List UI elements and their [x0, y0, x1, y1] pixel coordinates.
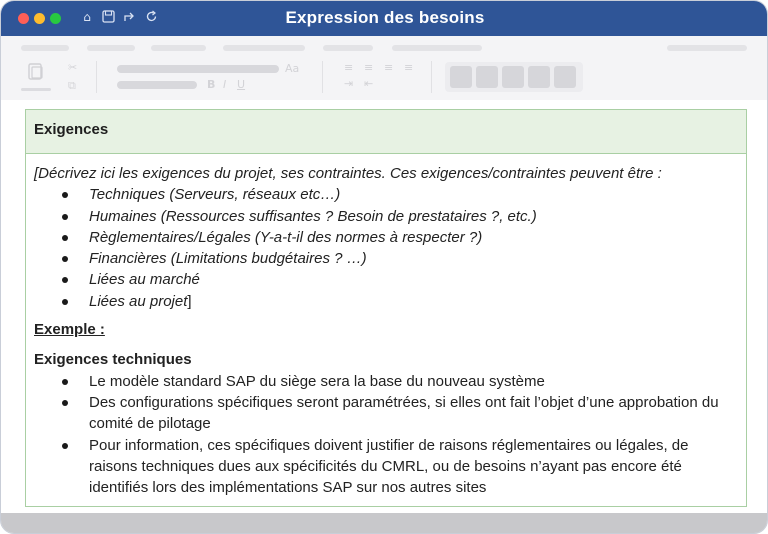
- paste-label-placeholder: [21, 88, 51, 91]
- list-item: Financières (Limitations budgétaires ? …): [89, 248, 738, 269]
- font-size-glyph[interactable]: Aa: [285, 62, 300, 75]
- ribbon-tab-placeholder[interactable]: [667, 45, 747, 51]
- ribbon-separator: [322, 61, 323, 93]
- cut-icon[interactable]: ✂: [68, 61, 78, 74]
- style-swatch[interactable]: [528, 66, 550, 88]
- paste-icon[interactable]: [27, 61, 45, 86]
- requirements-table: [25, 109, 747, 507]
- closing-bracket: ]: [187, 292, 192, 310]
- ribbon-separator: [96, 61, 97, 93]
- title-bar: [1, 1, 768, 36]
- bold-button[interactable]: B: [207, 78, 216, 91]
- italic-button[interactable]: I: [223, 78, 227, 91]
- align-right-icon[interactable]: ≡: [384, 61, 394, 74]
- example-label: Exemple :: [34, 321, 105, 339]
- copy-icon[interactable]: ⧉: [68, 79, 76, 92]
- list-item: Liées au marché: [89, 269, 738, 290]
- requirements-list: [34, 371, 738, 499]
- table-header: Exigences: [26, 110, 746, 154]
- style-swatch[interactable]: [450, 66, 472, 88]
- list-item: Humaines (Ressources suffisantes ? Besoin de prestataires ?, etc.): [89, 206, 738, 227]
- list-item: [89, 291, 738, 312]
- align-center-icon[interactable]: ≡: [364, 61, 374, 74]
- indent-icon[interactable]: ⇥: [344, 77, 354, 90]
- table-body[interactable]: [26, 154, 746, 498]
- ribbon-tab-placeholder[interactable]: [392, 45, 482, 51]
- list-item: Techniques (Serveurs, réseaux etc…): [89, 184, 738, 205]
- list-item: Pour information, ces spécifiques doivent justifier de raisons réglementaires ou légales, de raisons techniques dues aux spécificités du CMRL, ou de besoins n’ayant pas encore été identifiés lors des implémentations SAP sur nos autres sites: [89, 435, 738, 499]
- list-item-text: Liées au projet: [89, 292, 188, 310]
- home-icon[interactable]: ⌂: [83, 10, 91, 24]
- status-bar: [1, 513, 768, 534]
- constraint-list: [34, 184, 738, 312]
- style-swatch[interactable]: [554, 66, 576, 88]
- style-swatch[interactable]: [502, 66, 524, 88]
- align-left-icon[interactable]: ≡: [344, 61, 354, 74]
- ribbon-separator: [431, 61, 432, 93]
- intro-text: [Décrivez ici les exigences du projet, ses contraintes. Ces exigences/contraintes peuvent être :: [34, 165, 662, 182]
- outdent-icon[interactable]: ⇤: [364, 77, 374, 90]
- ribbon-tab-placeholder[interactable]: [323, 45, 373, 51]
- list-item: Des configurations spécifiques seront paramétrées, si elles ont fait l’objet d’une approbation du comité de pilotage: [89, 392, 738, 435]
- style-swatch[interactable]: [476, 66, 498, 88]
- window-title: Expression des besoins: [285, 8, 485, 27]
- ribbon-tab-placeholder[interactable]: [223, 45, 305, 51]
- ribbon-tab-placeholder[interactable]: [151, 45, 206, 51]
- font-name-field[interactable]: [117, 65, 279, 73]
- list-item: Le modèle standard SAP du siège sera la base du nouveau système: [89, 371, 738, 392]
- justify-icon[interactable]: ≡: [404, 61, 414, 74]
- subheading: Exigences techniques: [34, 351, 192, 369]
- list-item: Règlementaires/Légales (Y-a-t-il des normes à respecter ?): [89, 227, 738, 248]
- ribbon-tab-placeholder[interactable]: [21, 45, 69, 51]
- font-size-field[interactable]: [117, 81, 197, 89]
- ribbon-tab-placeholder[interactable]: [87, 45, 135, 51]
- underline-button[interactable]: U: [237, 78, 246, 91]
